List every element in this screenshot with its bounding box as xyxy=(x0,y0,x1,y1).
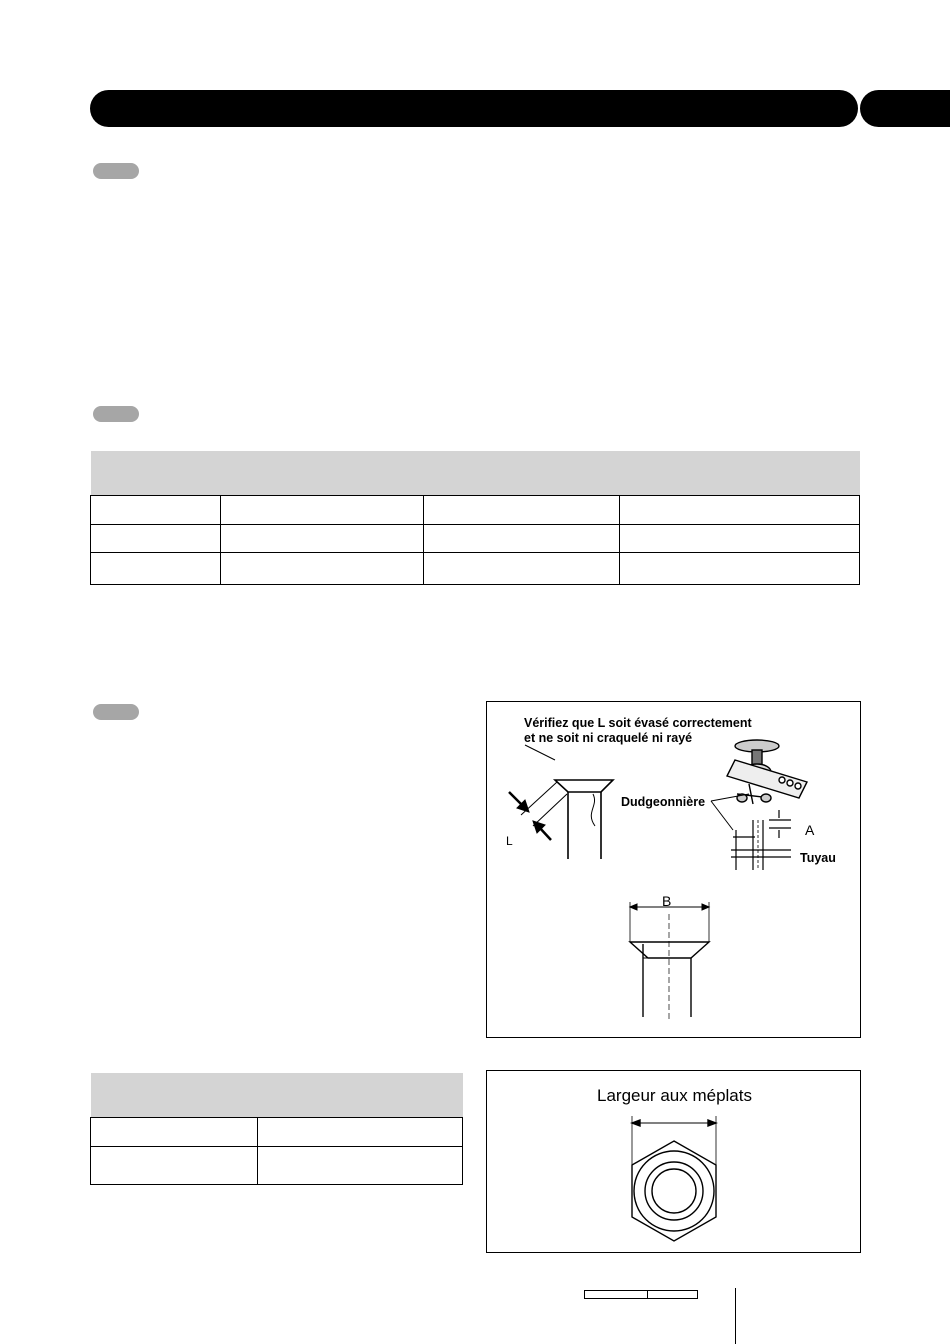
table-header-cell xyxy=(423,451,620,495)
flare-figure xyxy=(486,701,861,1038)
section-marker-3 xyxy=(93,704,139,720)
label-b: B xyxy=(662,893,672,909)
section-marker-2 xyxy=(93,406,139,422)
hex-nut-icon xyxy=(632,1116,716,1241)
label-l: L xyxy=(506,834,513,848)
page-header-bar xyxy=(90,90,858,127)
table-row xyxy=(91,553,860,585)
section-marker-1 xyxy=(93,163,139,179)
table-row xyxy=(91,524,860,552)
table-header-cell xyxy=(91,1073,258,1117)
table-header-cell xyxy=(91,451,221,495)
pipe-spec-table xyxy=(90,451,860,585)
flare-check-note-line1: Vérifiez que L soit évasé correctement xyxy=(524,716,752,730)
table-header-cell xyxy=(620,451,860,495)
label-tool: Dudgeonnière xyxy=(621,795,706,809)
table-row xyxy=(91,1146,463,1184)
page-indicator xyxy=(584,1290,698,1299)
nut-figure xyxy=(486,1070,861,1253)
clamped-pipe-drawing xyxy=(731,810,791,870)
label-pipe: Tuyau xyxy=(800,851,836,865)
flare-dimension-drawing xyxy=(630,902,709,1020)
page-header-tab xyxy=(860,90,950,127)
table-row xyxy=(91,495,860,524)
table-header-cell xyxy=(220,451,423,495)
nut-size-table xyxy=(90,1073,463,1185)
table-header-cell xyxy=(257,1073,462,1117)
flared-pipe-drawing xyxy=(521,780,613,859)
tool-leader-line xyxy=(711,801,733,830)
flare-check-note-line2: et ne soit ni craquelé ni rayé xyxy=(524,731,693,745)
table-row xyxy=(91,1117,463,1146)
flaring-tool-icon xyxy=(727,740,807,804)
footer-divider xyxy=(735,1288,736,1344)
nut-caption: Largeur aux méplats xyxy=(597,1086,752,1105)
note-leader-line xyxy=(525,745,555,760)
label-a: A xyxy=(805,822,815,838)
measurement-arrows-icon xyxy=(509,792,551,840)
